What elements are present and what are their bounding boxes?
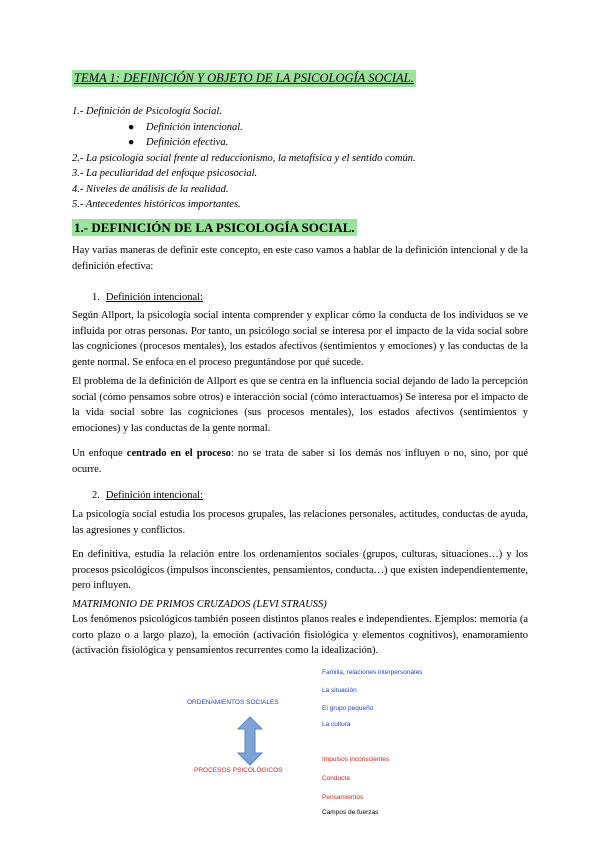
diagram-process-item: Pensamientos [322, 794, 364, 801]
diagram-social-item: La cultura [322, 721, 351, 728]
diagram-label-social-orders: ORDENAMIENTOS SOCIALES [187, 699, 279, 706]
definition-2-number: 2. [92, 490, 100, 501]
outline-subitem-1-label: Definición intencional. [146, 121, 243, 133]
definition-2-title: Definición intencional: [105, 490, 203, 501]
definition-2-paragraph-1: La psicología social estudia los procesos grupales, las relaciones personales, actitudes, conductas de ayuda, las agresiones y conflictos. [72, 509, 528, 536]
outline-item-1: 1.- Definición de Psicología Social. [72, 106, 222, 117]
bullet-icon: ● [128, 121, 135, 133]
double-arrow-icon [236, 716, 264, 766]
bullet-icon: ● [128, 137, 135, 148]
definition-1-paragraph-1: Según Allport, la psicología social intenta comprender y explicar cómo la conducta de los individuos se ve influida por otras personas. Por tanto, un psicólogo social se interesa por el impacto de la vida social sobre las cogniciones (procesos mentales), los estados afectivos (sentimientos y emociones) y las conductas de la gente normal. Se enfoca en el proceso preguntándose por qué sucede. [72, 310, 528, 368]
definition-2-paragraph-3: Los fenómenos psicológicos también poseen distintos planos reales e independientes. Ejemplos: memoria (a corto plazo o a largo plazo), la emoción (activación fisiológica y elementos cognitivos), enamoramiento (activación fisiológica y pensamientos recurrentes como la idealización). [72, 614, 528, 656]
diagram-social-item: La situación [322, 687, 357, 694]
outline-item-3: 3.- La peculiaridad del enfoque psicosocial. [72, 168, 258, 179]
diagram-process-item: Campos de fuerzas [322, 809, 379, 816]
section-heading: 1.- DEFINICIÓN DE LA PSICOLOGÍA SOCIAL. [74, 220, 355, 235]
intro-paragraph: Hay varias maneras de definir este concepto, en este caso vamos a hablar de la definición intencional y de la definición efectiva: [72, 245, 528, 272]
diagram-process-item: Conducta [322, 775, 350, 782]
diagram-process-item: Impulsos inconscientes [322, 756, 390, 763]
definition-1-paragraph-2: El problema de la definición de Allport es que se centra en la influencia social dejando de lado la percepción social (cómo pensamos sobre otros) e interacción social (cómo interactuamos) Se interesa por el impacto de la vida social sobre las cogniciones (sus procesos mentales), los estados afectivos (sentimientos y emociones) y las conductas de la gente normal. [72, 376, 528, 434]
definition-1-heading [92, 290, 203, 306]
example-title: MATRIMONIO DE PRIMOS CRUZADOS (LEVI STRAUSS) [72, 599, 327, 610]
outline-item-5: 5.- Antecedentes históricos importantes. [72, 199, 241, 210]
definition-1-paragraph-3: Un enfoque centrado en el proceso: no se trata de saber si los demás nos influyen o no, sino, por qué ocurre. [72, 448, 529, 475]
definition-2-heading [92, 488, 203, 504]
definition-2-paragraph-2: En definitiva, estudia la relación entre los ordenamientos sociales (grupos, culturas, situaciones…) y los procesos psicológicos (impulsos inconscientes, pensamientos, conducta…) que existen independientemente, pero influyen. [72, 549, 528, 591]
definition-1-number: 1. [92, 292, 100, 303]
outline-subitem-2 [72, 135, 528, 151]
outline-subitem-2-label: Definición efectiva. [146, 137, 229, 148]
outline [72, 104, 528, 213]
topic-title: TEMA 1: DEFINICIÓN Y OBJETO DE LA PSICOLOGÍA SOCIAL. [74, 71, 414, 85]
outline-item-4: 4.- Niveles de análisis de la realidad. [72, 183, 229, 195]
diagram-social-item: El grupo pequeño [322, 705, 374, 712]
diagram-social-item: Familia, relaciones interpersonales [322, 669, 423, 676]
outline-item-2: 2.- La psicología social frente al reduccionismo, la metafísica y el sentido común. [72, 152, 416, 164]
outline-subitem-1 [72, 120, 528, 136]
diagram-label-psychological-processes: PROCESOS PSICOLÓGICOS [194, 767, 283, 774]
emphasis-text: centrado en el proceso [126, 448, 231, 459]
definition-1-title: Definición intencional: [105, 292, 203, 303]
